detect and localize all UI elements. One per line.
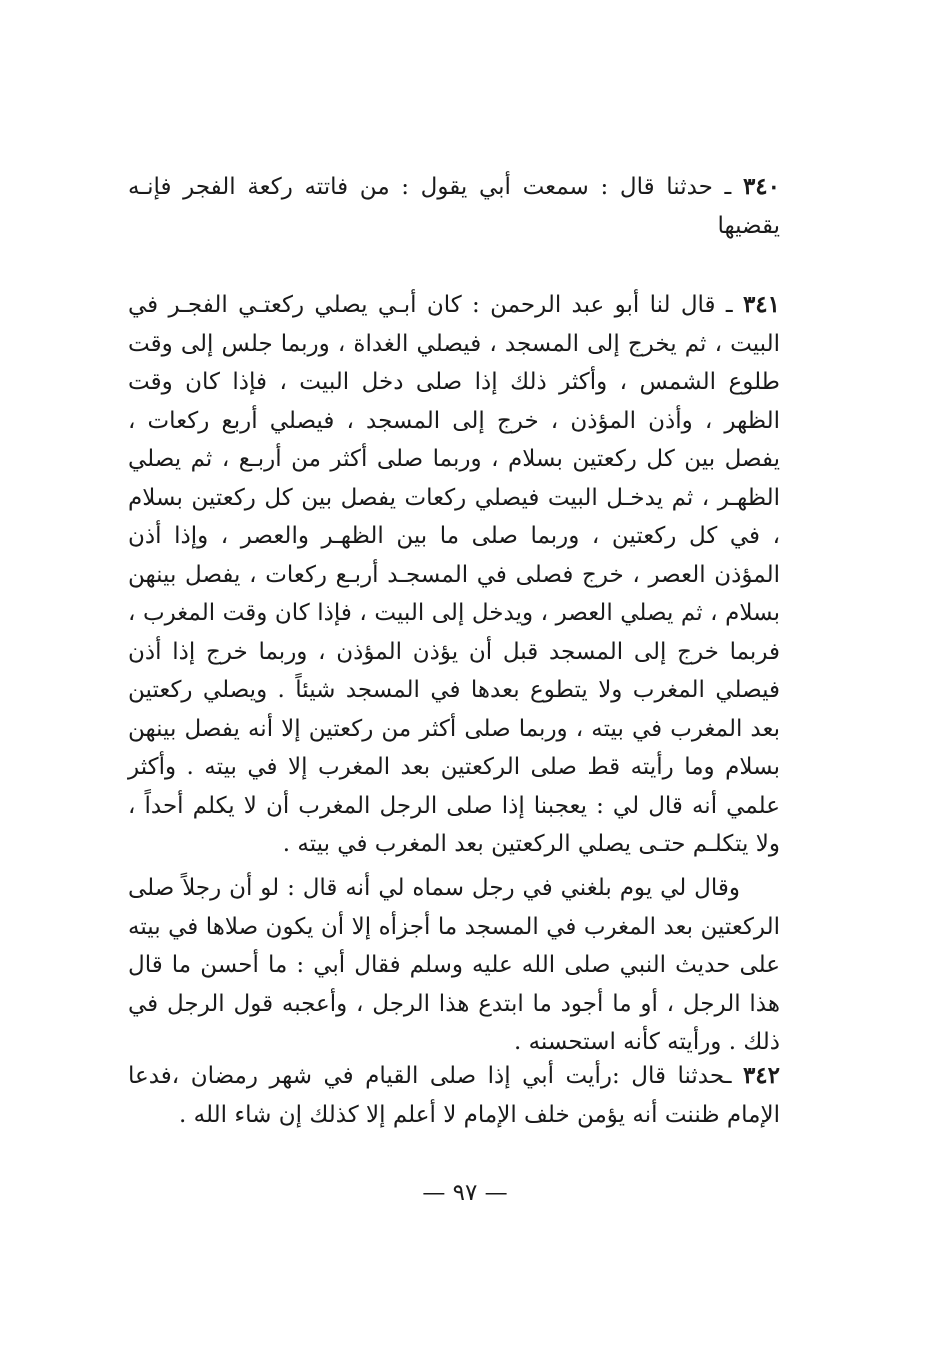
entry-text: ـ حدثنا قال : سمعت أبي يقول : من فاتته ركعة الفجر فإنـه يقضيها bbox=[128, 174, 780, 239]
entry-number: ٣٤٠ bbox=[742, 173, 780, 200]
entry-number: ٣٤١ bbox=[742, 291, 780, 318]
entry-text: ـحدثنا قال :رأيت أبي إذا صلى القيام في شهر رمضان ،فدعا الإمام ظننت أنه يؤمن خلف الإمام لا أعلم إلا كذلك إن شاء الله . bbox=[128, 1063, 780, 1128]
page-number: — ٩٧ — bbox=[422, 1180, 508, 1206]
paragraph-text: وقال لي يوم بلغني في رجل سماه لي أنه قال : لو أن رجلاً صلى الركعتين بعد المغرب في المسجد ما أجزأه إلا أن يكون صلاها في بيته على حديث النبي صلى الله عليه وسلم فقال أبي : ما أحسن ما قال هذا الرجل ، أو ما أجود ما ابتدع هذا الرجل ، وأعجبه قول الرجل في ذلك . ورأيته كأنه استحسنه . bbox=[128, 875, 781, 1055]
hadith-entry-342 bbox=[128, 1057, 780, 1134]
hadith-entry-340 bbox=[128, 168, 780, 245]
entry-number: ٣٤٢ bbox=[742, 1062, 780, 1089]
entry-text: ـ قال لنا أبو عبد الرحمن : كان أبـي يصلي ركعتـي الفجـر في البيت ، ثم يخرج إلى المسجد ، فيصلي الغداة ، وربما جلس إلى وقت طلوع الشمس ، وأكثر ذلك إذا صلى دخل البيت ، فإذا كان وقت الظهر ، وأذن المؤذن ، خرج إلى المسجد ، فيصلي أربع ركعات ، يفصل بين كل ركعتين بسلام ، وربما صلى أكثر من أربـع ، ثم يصلي الظهـر ، ثم يدخـل البيت فيصلي ركعات يفصل بين كل ركعتين بسلام ، في كل ركعتين ، وربما صلى ما بين الظهـر والعصر ، وإذا أذن المؤذن العصر ، خرج فصلى في المسجـد أربـع ركعات ، يفصل بينهن بسلام ، ثم يصلي العصر ، ويدخل إلى البيت ، فإذا كان وقت المغرب ، فربما خرج إلى المسجد قبل أن يؤذن المؤذن ، وربما خرج إذا أذن فيصلي المغرب ولا يتطوع بعدها في المسجد شيئاً . ويصلي ركعتين بعد المغرب في بيته ، وربما صلى أكثر من ركعتين إلا أنه يفصل بينهن بسلام وما رأيته قط صلى الركعتين بعد المغرب إلا في بيته . وأكثر علمي أنه قال لي : يعجبنا إذا صلى الرجل المغرب أن لا يكلم أحداً ، ولا يتكلـم حتـى يصلي الركعتين بعد المغرب في بيته . bbox=[128, 292, 780, 857]
continuation-paragraph bbox=[128, 869, 780, 1062]
hadith-entry-341 bbox=[128, 286, 780, 864]
